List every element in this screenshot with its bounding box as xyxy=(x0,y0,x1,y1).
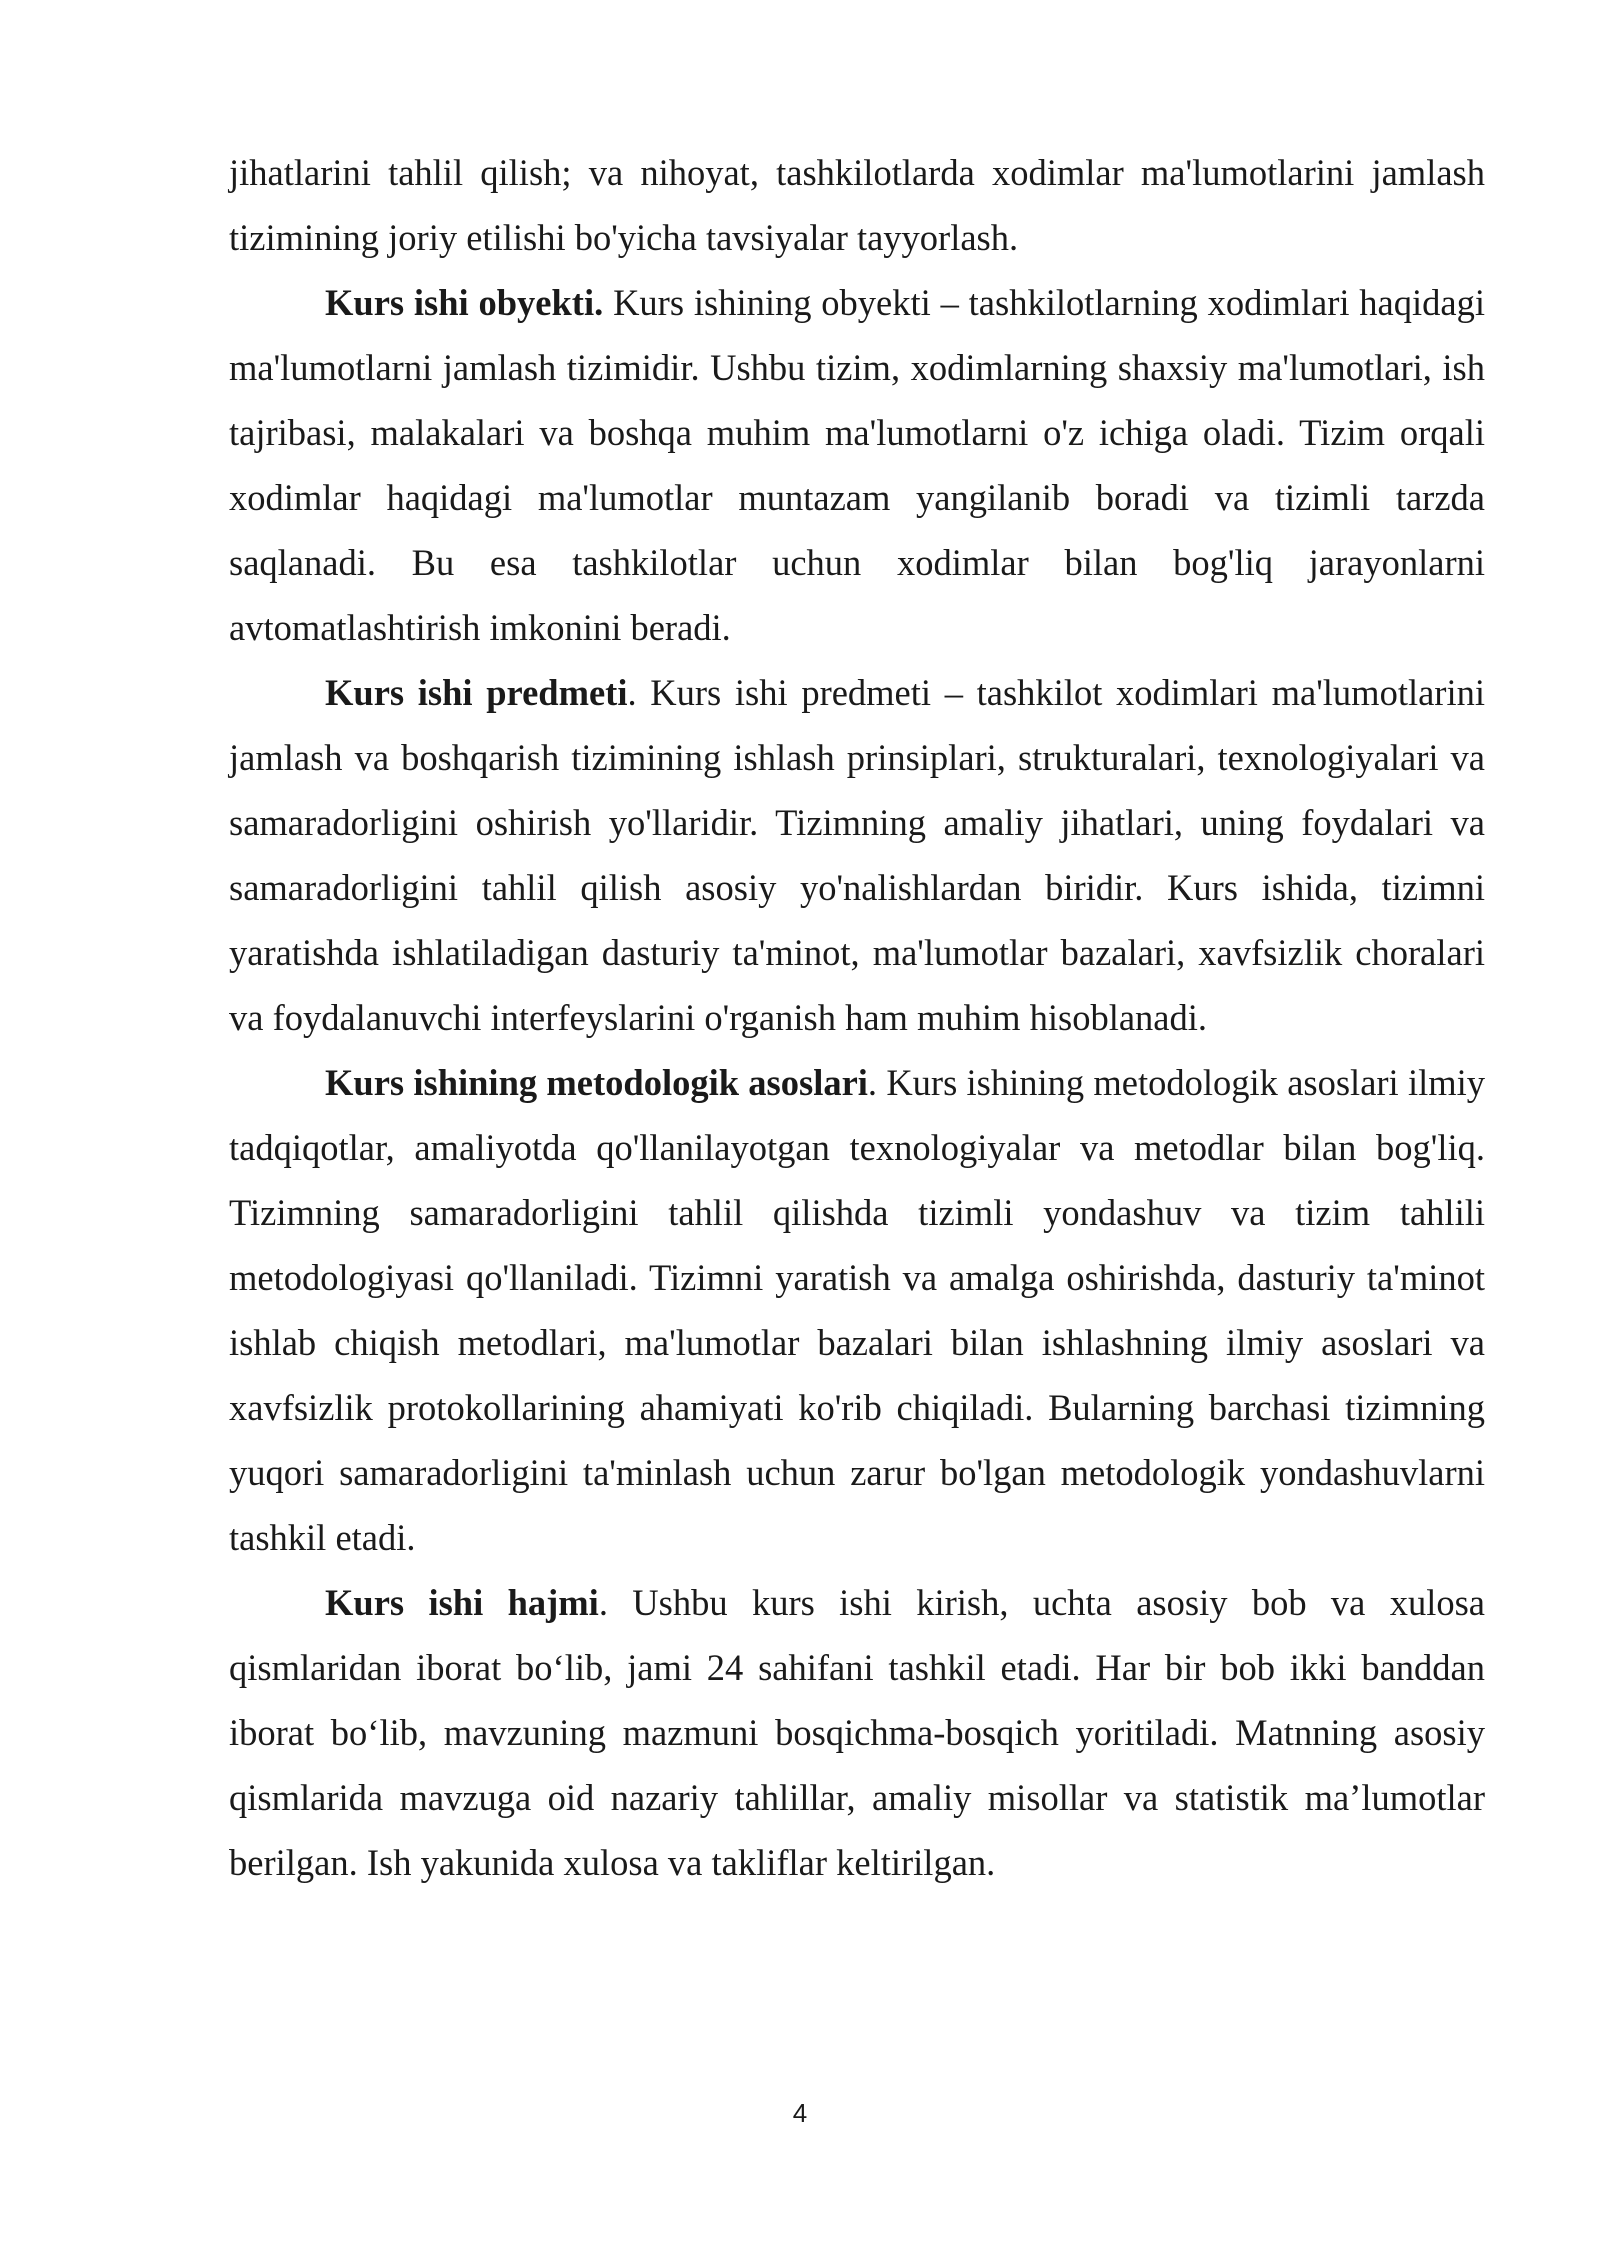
paragraph-course-subject xyxy=(229,660,1485,1050)
paragraph-text: Kurs ishining metodologik asoslari ilmiy tadqiqotlar, amaliyotda qo'llanilayotgan texnologiyalar va metodlar bilan bog'liq. Tizimning samaradorligini tahlil qilishda tizimli yondashuv va tizim tahlili metodologiyasi qo'llaniladi. Tizimni yaratish va amalga oshirishda, dasturiy ta'minot ishlab chiqish metodlari, ma'lumotlar bazalari bilan ishlashning ilmiy asoslari va xavfsizlik protokollarining ahamiyati ko'rib chiqiladi. Bularning barchasi tizimning yuqori samaradorligini ta'minlash uchun zarur bo'lgan metodologik yondashuvlarni tashkil etadi. xyxy=(229,1062,1486,1558)
heading-separator xyxy=(603,282,613,323)
paragraph-text: Ushbu kurs ishi kirish, uchta asosiy bob va xulosa qismlaridan iborat bo‘lib, jami 24 sahifani tashkil etadi. Har bir bob ikki banddan iborat bo‘lib, mavzuning mazmuni bosqichma-bosqich yoritiladi. Matnning asosiy qismlarida mavzuga oid nazariy tahlillar, amaliy misollar va statistik ma’lumotlar berilgan. Ish yakunida xulosa va takliflar keltirilgan. xyxy=(229,1582,1485,1883)
heading-separator: . xyxy=(627,672,651,713)
page-number: 4 xyxy=(792,2098,808,2128)
paragraph-heading: Kurs ishining metodologik asoslari xyxy=(325,1062,868,1103)
paragraph-heading: Kurs ishi obyekti. xyxy=(325,282,604,323)
paragraph-text: Kurs ishi predmeti – tashkilot xodimlari ma'lumotlarini jamlash va boshqarish tizimining ishlash prinsiplari, strukturalari, texnologiyalari va samaradorligini oshirish yo'llaridir. Tizimning amaliy jihatlari, uning foydalari va samaradorligini tahlil qilish asosiy yo'nalishlardan biridir. Kurs ishida, tizimni yaratishda ishlatiladigan dasturiy ta'minot, ma'lumotlar bazalari, xavfsizlik choralari va foydalanuvchi interfeyslarini o'rganish ham muhim hisoblanadi. xyxy=(229,672,1485,1038)
paragraph-course-volume xyxy=(229,1570,1485,1895)
paragraph-methodology xyxy=(229,1050,1485,1570)
paragraph-heading: Kurs ishi hajmi xyxy=(325,1582,599,1623)
paragraph-course-object xyxy=(229,270,1485,660)
paragraph-continuation xyxy=(229,140,1485,270)
paragraph-text: Kurs ishining obyekti – tashkilotlarning xodimlari haqidagi ma'lumotlarni jamlash tizimidir. Ushbu tizim, xodimlarning shaxsiy ma'lumotlari, ish tajribasi, malakalari va boshqa muhim ma'lumotlarni o'z ichiga oladi. Tizim orqali xodimlar haqidagi ma'lumotlar muntazam yangilanib boradi va tizimli tarzda saqlanadi. Bu esa tashkilotlar uchun xodimlar bilan bog'liq jarayonlarni avtomatlashtirish imkonini beradi. xyxy=(229,282,1485,648)
paragraph-text: jihatlarini tahlil qilish; va nihoyat, tashkilotlarda xodimlar ma'lumotlarini jamlash tizimining joriy etilishi bo'yicha tavsiyalar tayyorlash. xyxy=(229,152,1485,258)
document-body xyxy=(229,140,1485,1895)
heading-separator: . xyxy=(598,1582,633,1623)
heading-separator: . xyxy=(867,1062,887,1103)
paragraph-heading: Kurs ishi predmeti xyxy=(325,672,628,713)
